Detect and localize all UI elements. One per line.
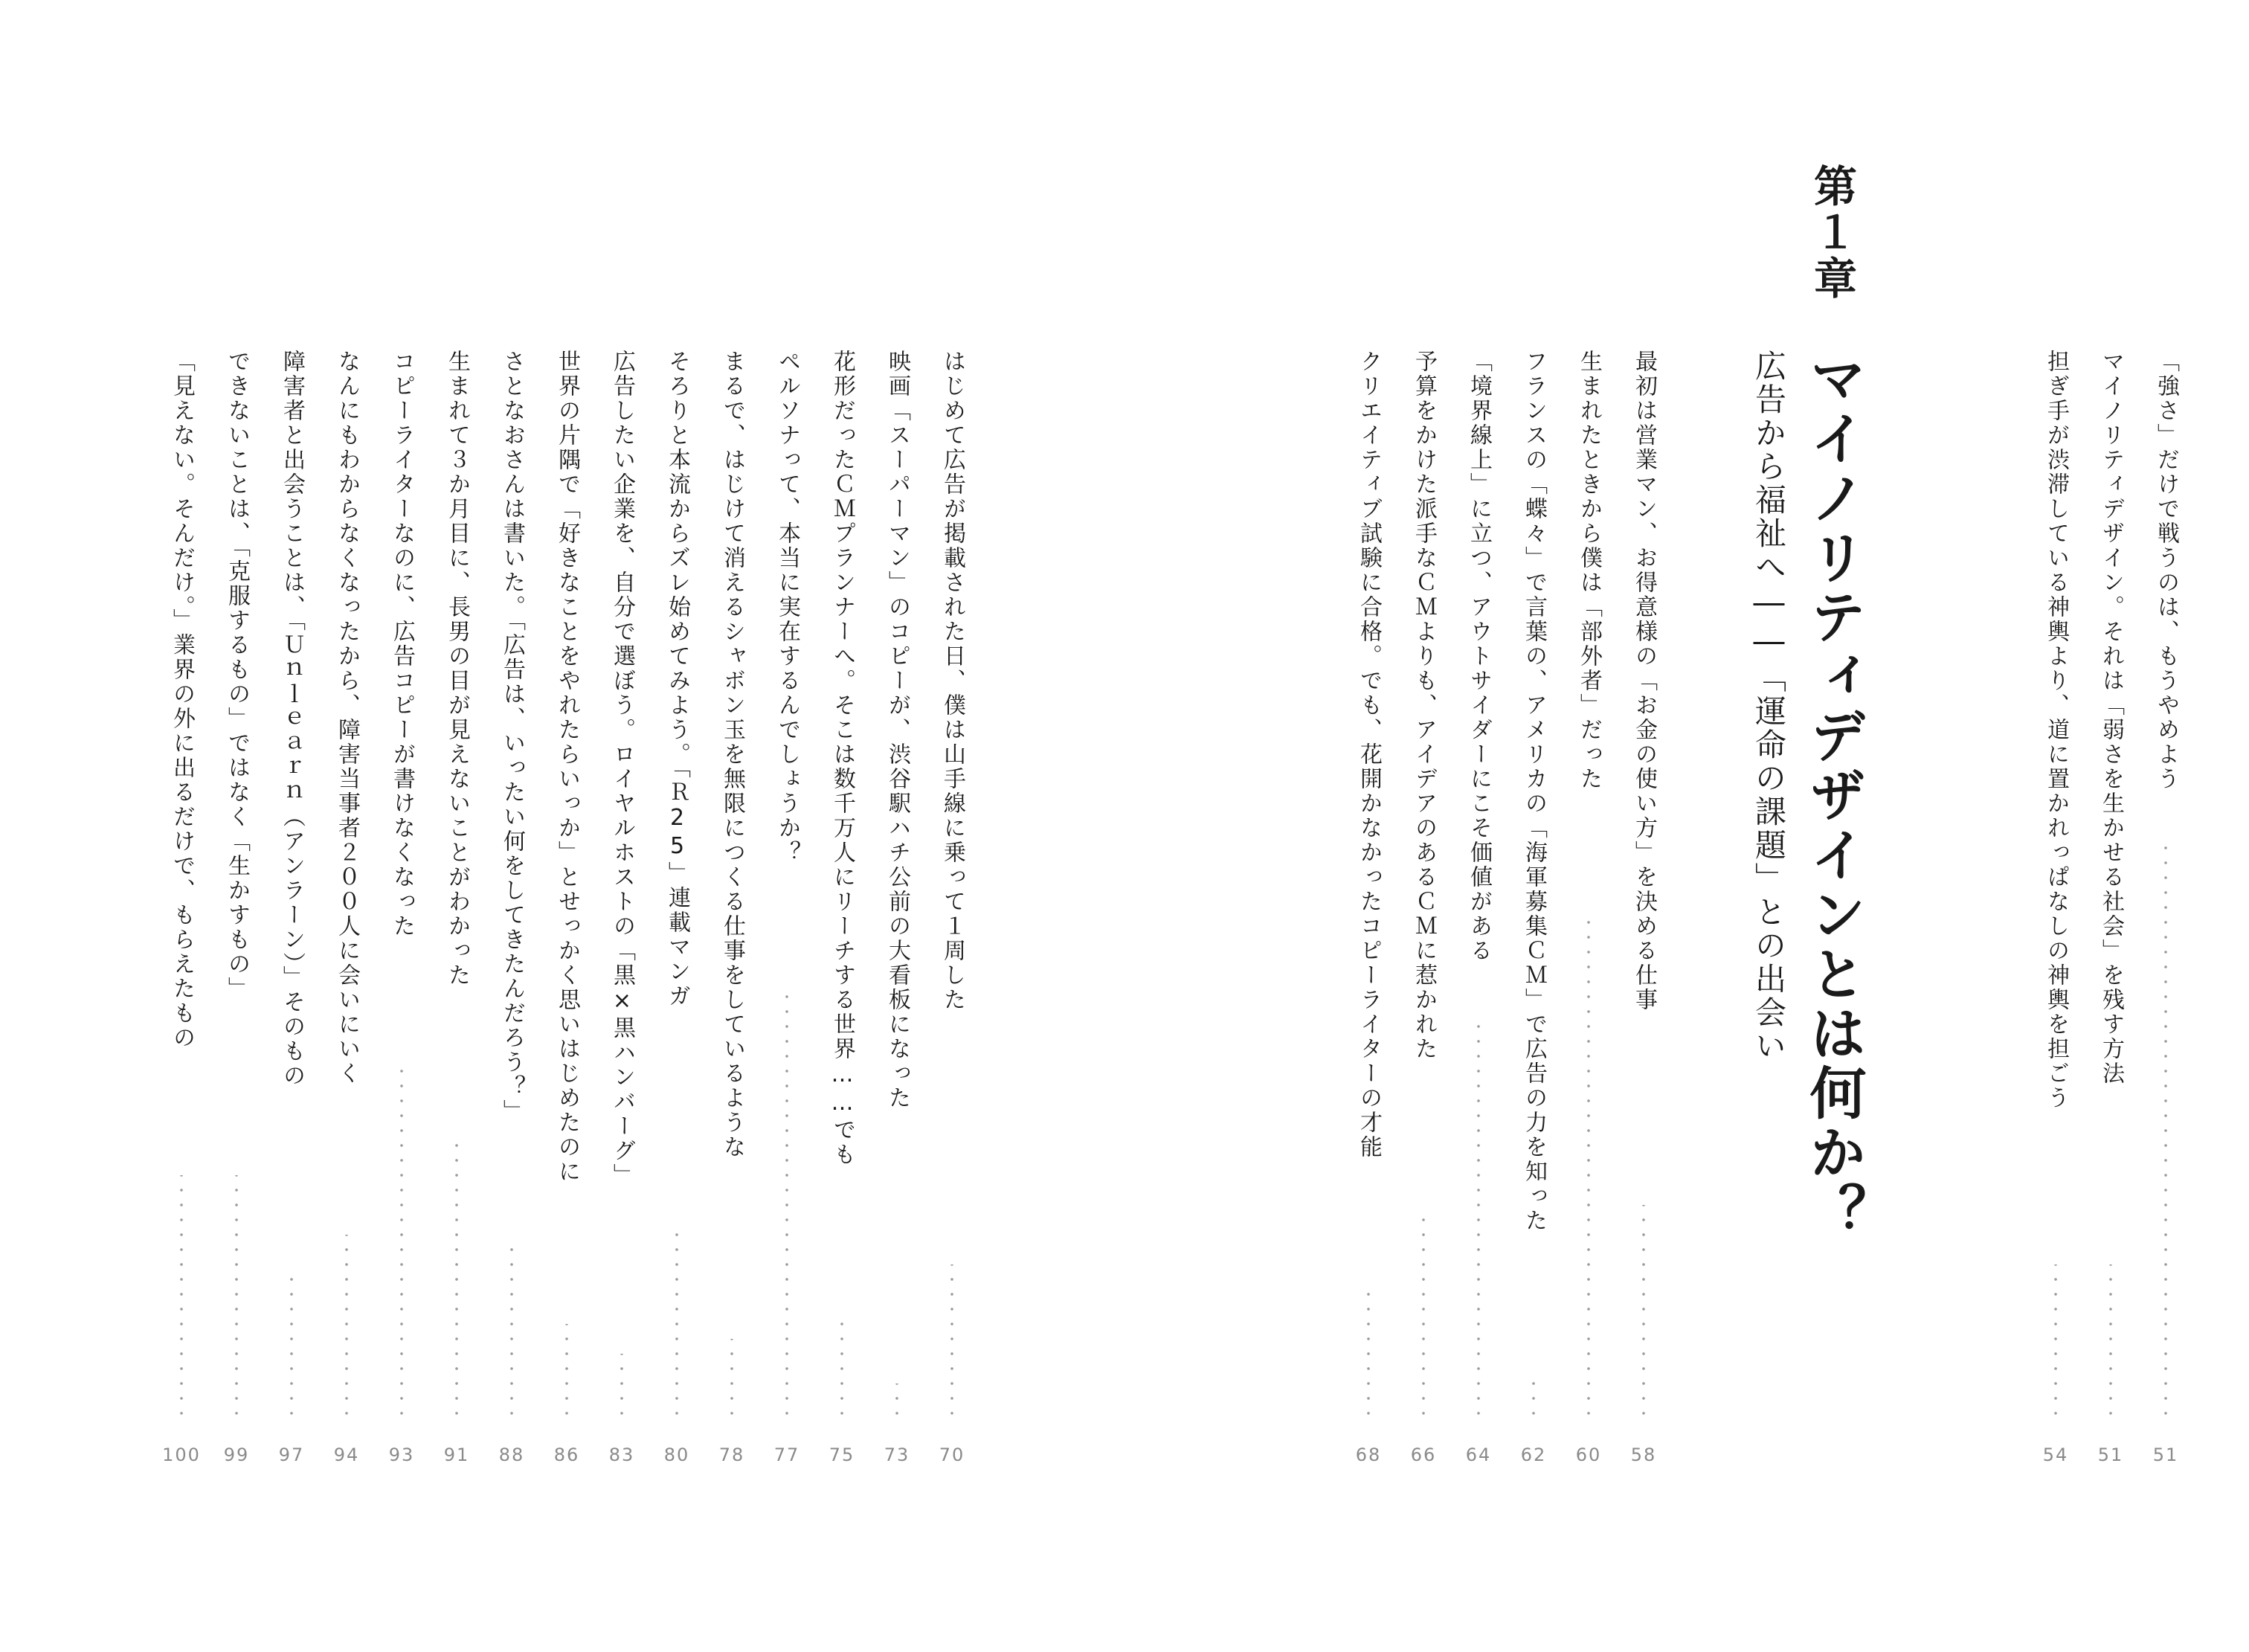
dot-leader: [2109, 1264, 2112, 1421]
dot-leader: [840, 1317, 843, 1421]
toc-page-number: 83: [608, 1444, 635, 1465]
dot-leader: [895, 1383, 898, 1421]
toc-entry-title: 担ぎ手が渋滞している神輿より、道に置かれっぱなしの神輿を担ごう: [2043, 350, 2069, 1111]
toc-entry-title: 「境界線上」に立つ、アウトサイダーにこそ価値がある: [1466, 350, 1492, 963]
toc-entry-title: 障害者と出会うことは、「Ｕｎｌｅａｒｎ（アンラーン）」そのもの: [279, 350, 305, 1088]
chapter-label: 第１章: [1806, 164, 1857, 302]
toc-page-number: 54: [2042, 1444, 2069, 1465]
toc-entry-title: コピーライターなのに、広告コピーが書けなくなった: [389, 350, 415, 939]
dot-leader: [730, 1339, 733, 1421]
toc-page-number: 51: [2152, 1444, 2179, 1465]
toc-entry-title: そろりと本流からズレ始めてみよう。「Ｒ25」連載マンガ: [664, 350, 690, 1009]
toc-entry[interactable]: [220, 350, 253, 1488]
toc-page-number: 64: [1465, 1444, 1492, 1465]
dot-leader: [2164, 841, 2167, 1421]
toc-entry-title: 最初は営業マン、お得意様の「お金の使い方」を決める仕事: [1631, 350, 1657, 1012]
toc-page-number: 86: [553, 1444, 580, 1465]
toc-page-number: 88: [498, 1444, 525, 1465]
chapter-title: マイノリティデザインとは何か？: [1801, 350, 1867, 1242]
toc-entry[interactable]: [1352, 350, 1385, 1488]
toc-entry-title: さとなおさんは書いた。「広告は、いったい何をしてきたんだろう？」: [499, 350, 525, 1124]
toc-page-number: 62: [1520, 1444, 1547, 1465]
left-page: [0, 0, 1124, 1652]
toc-entry[interactable]: [936, 350, 968, 1488]
dot-leader: [565, 1324, 568, 1421]
toc-entry-title: 「見えない。そんだけ。」業界の外に出るだけで、もらえたもの: [169, 350, 195, 1050]
toc-page-number: 80: [663, 1444, 690, 1465]
dot-leader: [180, 1175, 183, 1421]
toc-entry-title: できないことは、「克服するもの」ではなく「生かすもの」: [224, 350, 250, 1001]
toc-entry[interactable]: [1407, 350, 1440, 1488]
dot-leader: [1642, 1205, 1645, 1421]
toc-entry[interactable]: [660, 350, 693, 1488]
toc-entry-title: フランスの「蝶々」で言葉の、アメリカの「海軍募集ＣＭ」で広告の力を知った: [1521, 350, 1547, 1233]
toc-entry[interactable]: [2149, 350, 2182, 1488]
toc-entry[interactable]: [440, 350, 473, 1488]
toc-entry[interactable]: [1517, 350, 1550, 1488]
toc-page-number: 60: [1575, 1444, 1602, 1465]
toc-entry-title: まるで、はじけて消えるシャボン玉を無限につくる仕事をしているような: [719, 350, 745, 1160]
toc-entry[interactable]: [826, 350, 858, 1488]
toc-entry[interactable]: [330, 350, 363, 1488]
chapter-subtitle: 広告から福祉へ――「運命の課題」との出会い: [1751, 350, 1787, 1063]
toc-entry[interactable]: [2094, 350, 2127, 1488]
toc-page-number: 91: [443, 1444, 470, 1465]
toc-entry-title: 世界の片隅で「好きなことをやれたらいっか」とせっかく思いはじめたのに: [554, 350, 580, 1184]
toc-entry[interactable]: [2039, 350, 2072, 1488]
toc-entry-title: マイノリティデザイン。それは「弱さを生かせる社会」を残す方法: [2098, 350, 2124, 1086]
toc-entry[interactable]: [1462, 350, 1495, 1488]
toc-page-number: 70: [939, 1444, 965, 1465]
toc-page-number: 75: [829, 1444, 855, 1465]
toc-entry[interactable]: [1627, 350, 1660, 1488]
toc-page-number: 93: [388, 1444, 415, 1465]
toc-entry-title: 「強さ」だけで戦うのは、もうやめよう: [2153, 350, 2179, 791]
toc-entry[interactable]: [715, 350, 748, 1488]
toc-page-number: 58: [1630, 1444, 1657, 1465]
toc-entry-title: 生まれたときから僕は「部外者」だった: [1576, 350, 1602, 791]
toc-page-number: 73: [884, 1444, 910, 1465]
dot-leader: [675, 1227, 678, 1421]
toc-page-number: 78: [718, 1444, 745, 1465]
right-page: [1124, 0, 2249, 1652]
dot-leader: [235, 1175, 238, 1421]
dot-leader: [2054, 1264, 2057, 1421]
toc-entry-title: 花形だったＣＭプランナーへ。そこは数千万人にリーチする世界……でも: [829, 350, 855, 1167]
toc-entry-title: 予算をかけた派手なＣＭよりも、アイデアのあるＣＭに惹かれた: [1411, 350, 1437, 1061]
toc-entry[interactable]: [881, 350, 913, 1488]
toc-entry[interactable]: [1572, 350, 1605, 1488]
toc-entry-title: なんにもわからなくなったから、障害当事者２００人に会いにいく: [334, 350, 360, 1086]
dot-leader: [290, 1272, 293, 1421]
dot-leader: [950, 1264, 953, 1421]
dot-leader: [620, 1354, 623, 1421]
toc-page-number: 51: [2097, 1444, 2124, 1465]
dot-leader: [455, 1138, 458, 1421]
toc-page-number: 77: [773, 1444, 800, 1465]
dot-leader: [1532, 1376, 1535, 1421]
dot-leader: [400, 1064, 403, 1421]
toc-page-number: 100: [162, 1444, 201, 1465]
dot-leader: [510, 1242, 513, 1421]
toc-entry[interactable]: [550, 350, 583, 1488]
toc-entry[interactable]: [275, 350, 308, 1488]
toc-page-number: 99: [223, 1444, 250, 1465]
toc-entry[interactable]: [770, 350, 803, 1488]
dot-leader: [785, 989, 788, 1421]
dot-leader: [1587, 915, 1590, 1421]
toc-entry[interactable]: [495, 350, 528, 1488]
toc-page-number: 97: [278, 1444, 305, 1465]
dot-leader: [345, 1235, 348, 1421]
dot-leader: [1367, 1287, 1370, 1421]
toc-entry-title: 広告したい企業を、自分で選ぼう。ロイヤルホストの「黒×黒ハンバーグ」: [609, 350, 635, 1188]
toc-entry-title: 映画「スーパーマン」のコピーが、渋谷駅ハチ公前の大看板になった: [884, 350, 910, 1111]
dot-leader: [1422, 1212, 1425, 1421]
toc-page-number: 94: [333, 1444, 360, 1465]
toc-entry[interactable]: [162, 350, 201, 1488]
toc-entry-title: クリエイティブ試験に合格。でも、花開かなかったコピーライターの才能: [1356, 350, 1382, 1160]
toc-page-number: 66: [1410, 1444, 1437, 1465]
toc-entry-title: ペルソナって、本当に実在するんでしょうか？: [774, 350, 800, 865]
dot-leader: [1477, 1019, 1480, 1421]
toc-entry[interactable]: [605, 350, 638, 1488]
toc-entry-title: 生まれて３か月目に、長男の目が見えないことがわかった: [444, 350, 470, 988]
toc-page-number: 68: [1355, 1444, 1382, 1465]
toc-entry[interactable]: [385, 350, 418, 1488]
toc-entry-title: はじめて広告が掲載された日、僕は山手線に乗って１周した: [939, 350, 965, 1012]
